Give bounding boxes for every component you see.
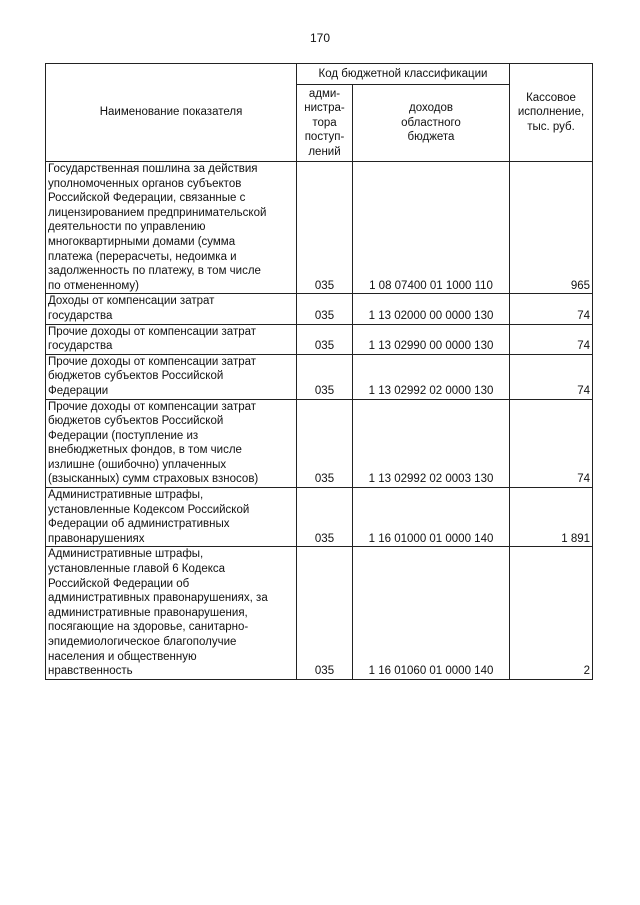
row-revenue-code: 1 13 02992 02 0000 130 bbox=[353, 354, 510, 399]
header-amount-text: Кассовое исполнение, тыс. руб. bbox=[517, 91, 585, 133]
row-name bbox=[46, 324, 297, 354]
table-row bbox=[46, 294, 593, 324]
row-name-text: Административные штрафы, установленные Кодексом Российской Федерации об административных правонарушениях bbox=[48, 489, 250, 545]
row-name bbox=[46, 294, 297, 324]
row-name-text: Доходы от компенсации затрат государства bbox=[48, 295, 215, 322]
header-revenue-text: доходов областного бюджета bbox=[401, 102, 461, 144]
row-revenue-code: 1 08 07400 01 1000 110 bbox=[353, 162, 510, 294]
row-name bbox=[46, 488, 297, 547]
row-admin-code: 035 bbox=[297, 399, 353, 488]
table-row bbox=[46, 354, 593, 399]
header-name: Наименование показателя bbox=[46, 64, 297, 162]
table-row bbox=[46, 162, 593, 294]
row-name bbox=[46, 162, 297, 294]
budget-table bbox=[45, 63, 593, 680]
row-revenue-code: 1 16 01000 01 0000 140 bbox=[353, 488, 510, 547]
row-name bbox=[46, 399, 297, 488]
header-code-group: Код бюджетной классификации bbox=[297, 64, 510, 85]
table-row bbox=[46, 399, 593, 488]
row-amount: 965 bbox=[510, 162, 593, 294]
row-name-text: Административные штрафы, установленные главой 6 Кодекса Российской Федерации об административных правонарушениях, за административные правонарушения, посягающие на здоровье, санитарно- эпидемиологическое благополучие населения и общественную нравственность bbox=[48, 548, 268, 678]
row-admin-code: 035 bbox=[297, 162, 353, 294]
row-admin-code: 035 bbox=[297, 547, 353, 679]
row-admin-code: 035 bbox=[297, 488, 353, 547]
row-admin-code: 035 bbox=[297, 354, 353, 399]
header-admin-text: адми- нистра- тора поступ- лений bbox=[304, 87, 345, 158]
row-amount: 1 891 bbox=[510, 488, 593, 547]
row-admin-code: 035 bbox=[297, 324, 353, 354]
row-name-text: Прочие доходы от компенсации затрат бюджетов субъектов Российской Федерации bbox=[48, 355, 257, 397]
row-amount: 74 bbox=[510, 354, 593, 399]
row-revenue-code: 1 16 01060 01 0000 140 bbox=[353, 547, 510, 679]
header-revenue bbox=[353, 85, 510, 162]
header-amount bbox=[510, 64, 593, 162]
row-name bbox=[46, 547, 297, 679]
row-name-text: Государственная пошлина за действия уполномоченных органов субъектов Российской Федерации, связанные с лицензированием предпринимательской деятельности по управлению многоквартирными домами (сумма платежа (перерасчеты, недоимка и задолженность по платежу, в том числе по отмененному) bbox=[48, 163, 267, 292]
header-row-top bbox=[46, 64, 593, 85]
row-admin-code: 035 bbox=[297, 294, 353, 324]
page-number: 170 bbox=[309, 31, 331, 45]
row-revenue-code: 1 13 02990 00 0000 130 bbox=[353, 324, 510, 354]
row-revenue-code: 1 13 02992 02 0003 130 bbox=[353, 399, 510, 488]
row-amount: 74 bbox=[510, 324, 593, 354]
row-amount: 74 bbox=[510, 294, 593, 324]
row-name-text: Прочие доходы от компенсации затрат бюджетов субъектов Российской Федерации (поступление из внебюджетных фондов, в том числе излишне (ошибочно) уплаченных (взысканных) сумм страховых взносов) bbox=[48, 400, 259, 486]
row-revenue-code: 1 13 02000 00 0000 130 bbox=[353, 294, 510, 324]
row-name bbox=[46, 354, 297, 399]
table-row bbox=[46, 488, 593, 547]
table-row bbox=[46, 547, 593, 679]
row-name-text: Прочие доходы от компенсации затрат государства bbox=[48, 325, 257, 353]
header-admin bbox=[297, 85, 353, 162]
table-row bbox=[46, 324, 593, 354]
row-amount: 2 bbox=[510, 547, 593, 679]
row-amount: 74 bbox=[510, 399, 593, 488]
